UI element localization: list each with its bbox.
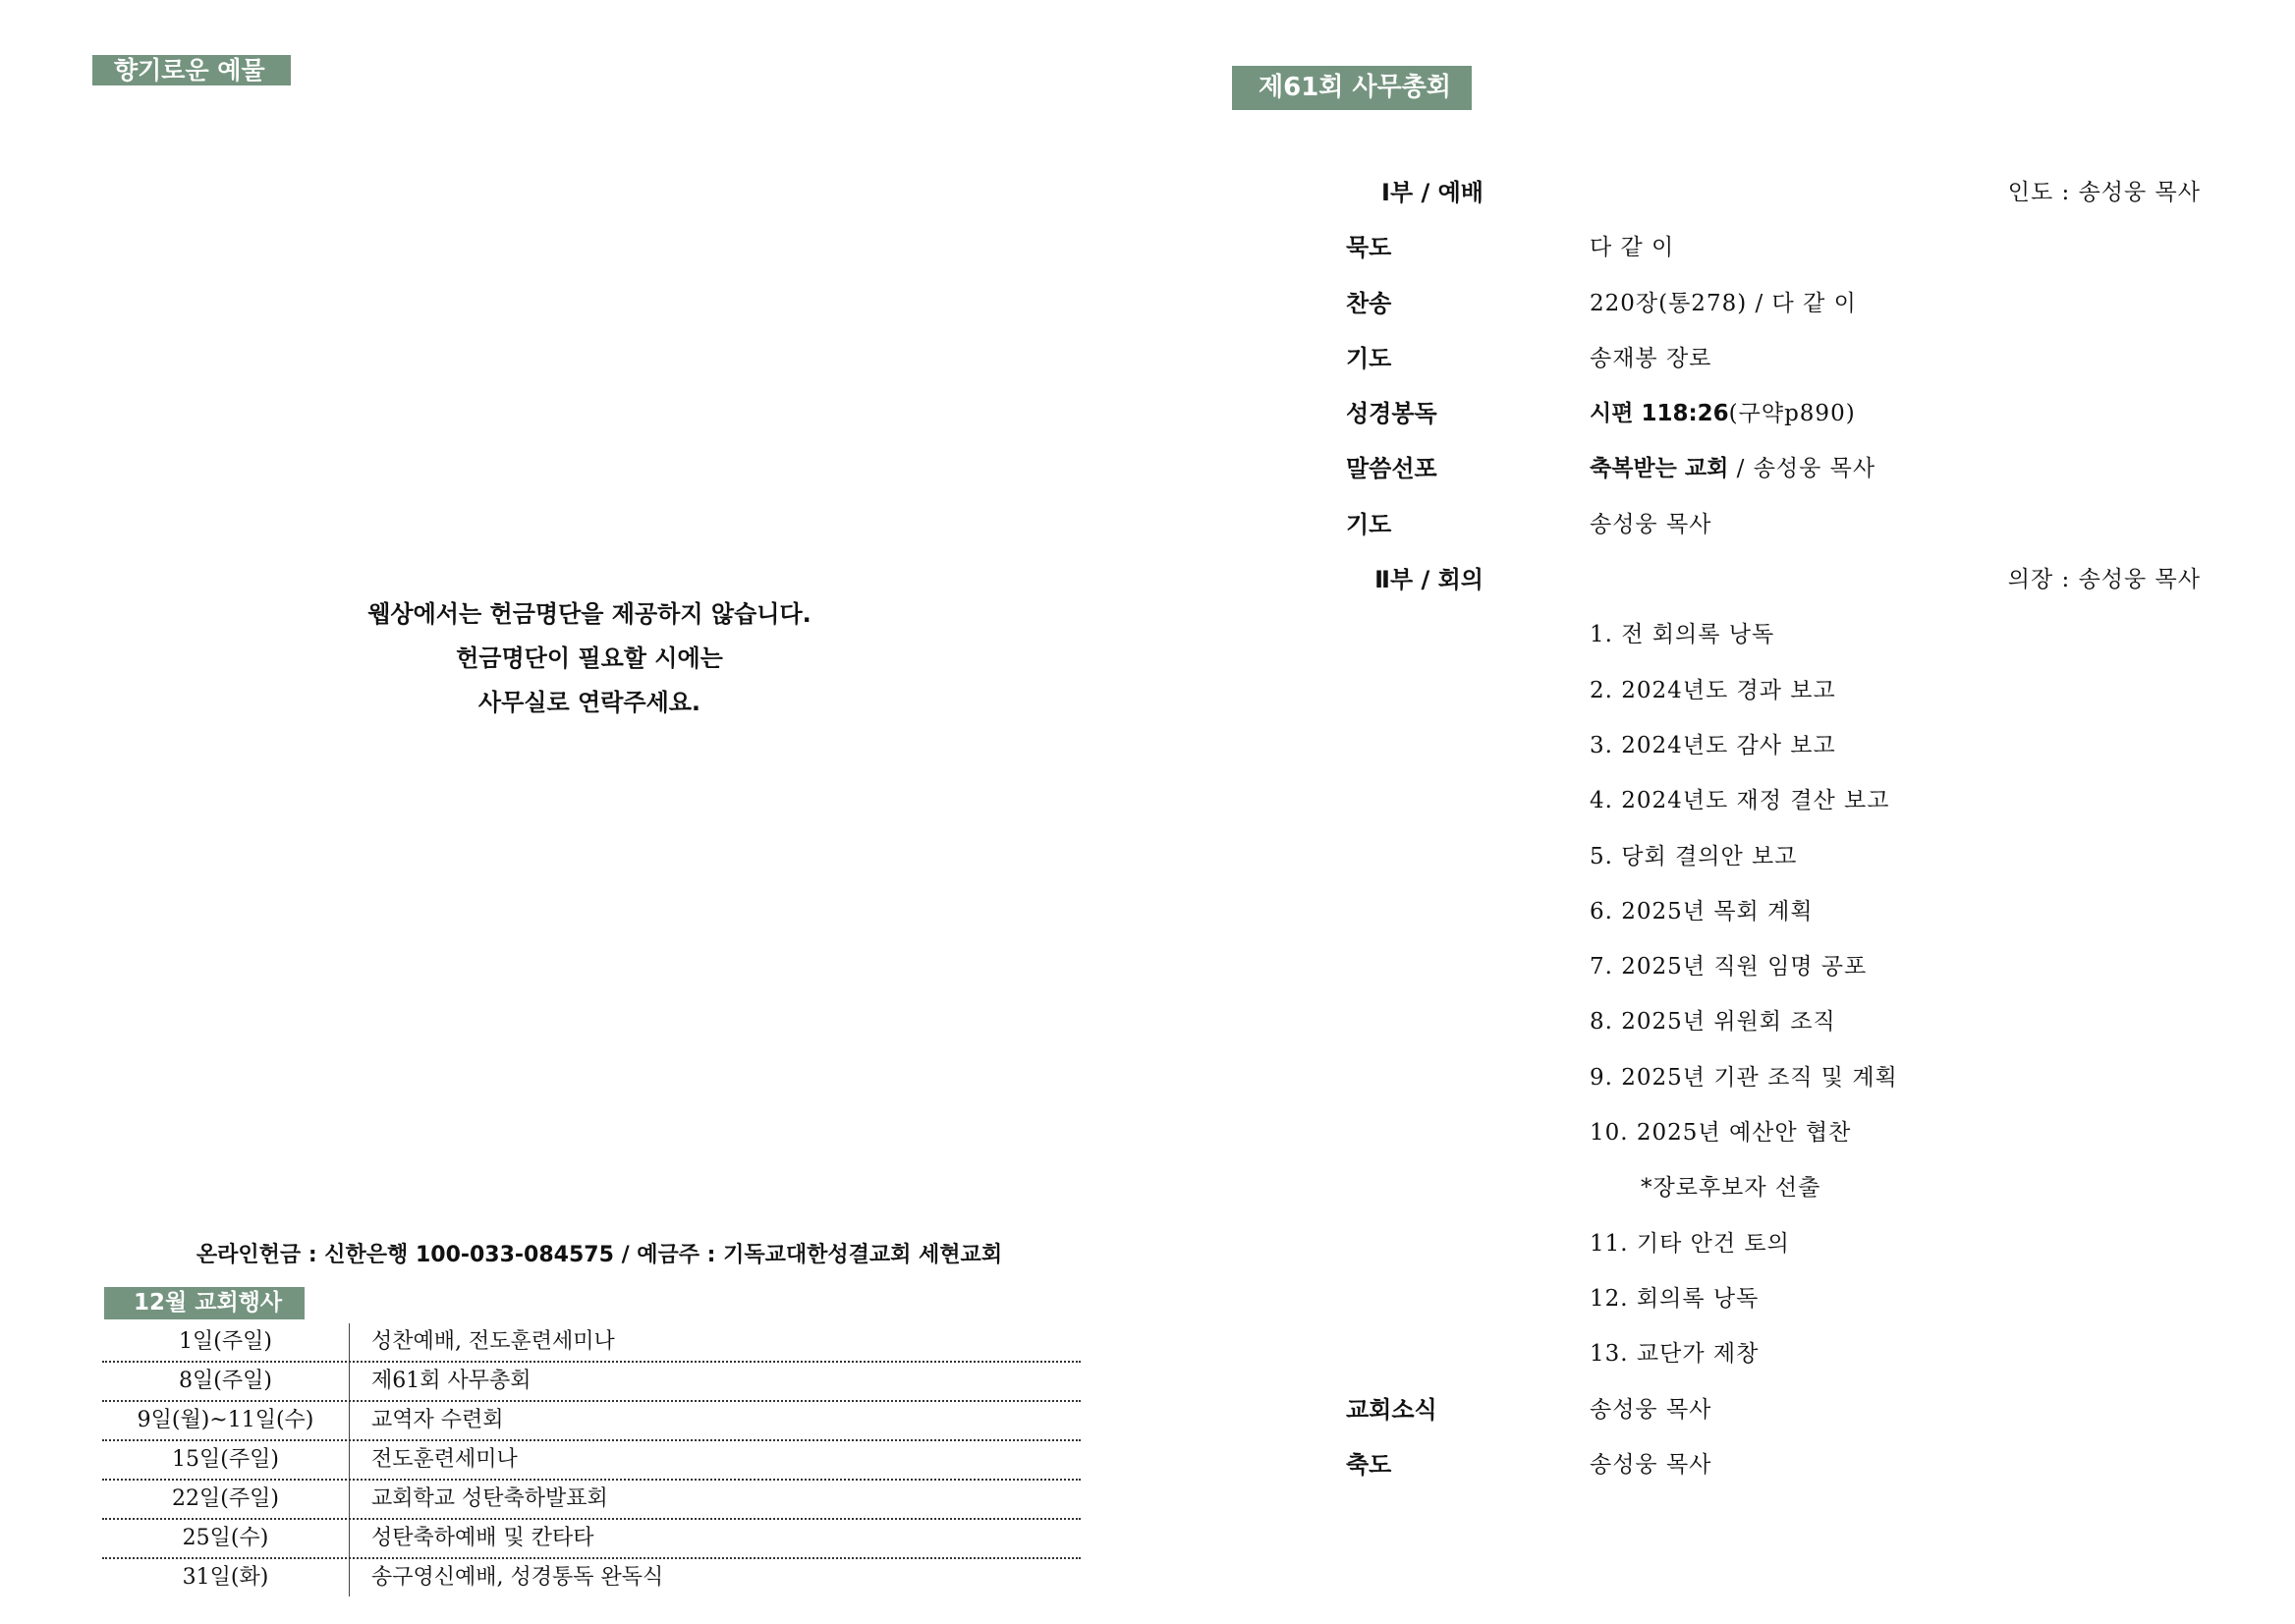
table-row: [102, 1481, 1081, 1520]
worship-item: [1346, 394, 2201, 449]
part1-leader: 인도 : 송성웅 목사: [2007, 180, 2201, 205]
agenda-text: 5. 당회 결의안 보고: [1590, 843, 1798, 869]
worship-item: [1346, 505, 2201, 560]
event-desc: 성찬예배, 전도훈련세미나: [371, 1329, 615, 1354]
agenda-item: [1346, 892, 2201, 947]
agenda-item: [1346, 837, 2201, 892]
agenda-text: *장로후보자 선출: [1641, 1175, 1821, 1202]
notice-line: 웹상에서는 헌금명단을 제공하지 않습니다.: [367, 600, 812, 628]
item-label: 교회소식: [1346, 1395, 1437, 1424]
item-value: [1590, 449, 1875, 488]
agenda-item: [1346, 1113, 2201, 1168]
event-date: 31일(화): [182, 1565, 269, 1590]
assembly-section-title: 제61회 사무총회: [1232, 66, 1472, 110]
agenda-item: [1346, 1058, 2201, 1113]
agenda-text: 10. 2025년 예산안 협찬: [1590, 1120, 1852, 1147]
event-date: 9일(월)~11일(수): [137, 1408, 314, 1432]
item-label: 기도: [1346, 344, 1392, 372]
table-row: [102, 1402, 1081, 1441]
offering-section-title: 향기로운 예물: [92, 55, 291, 85]
item-value: 다 같 이: [1590, 235, 1675, 261]
online-offering-info: 온라인헌금 : 신한은행 100-033-084575 / 예금주 : 기독교대한성결교회 세현교회: [196, 1243, 1003, 1267]
sermon-preacher: / 송성웅 목사: [1728, 456, 1876, 482]
table-row: [102, 1441, 1081, 1481]
agenda-subitem: [1346, 1168, 2201, 1223]
sermon-title: 축복받는 교회: [1590, 456, 1729, 482]
offering-notice: [295, 592, 884, 725]
agenda-text: 9. 2025년 기관 조직 및 계획: [1590, 1064, 1898, 1091]
agenda-item: [1346, 947, 2201, 1002]
table-row: [102, 1520, 1081, 1559]
order-of-service: [1346, 173, 2201, 1500]
worship-item: [1346, 284, 2201, 339]
item-value: 송성웅 목사: [1590, 511, 1712, 537]
event-desc: 송구영신예배, 성경통독 완독식: [371, 1565, 664, 1590]
agenda-text: 4. 2024년도 재정 결산 보고: [1590, 788, 1890, 814]
notice-line: 사무실로 연락주세요.: [477, 689, 701, 716]
event-desc: 전도훈련세미나: [371, 1447, 518, 1472]
closing-item: [1346, 1390, 2201, 1445]
event-desc: 교역자 수련회: [371, 1408, 504, 1432]
item-label: 기도: [1346, 510, 1392, 538]
agenda-item: [1346, 726, 2201, 781]
agenda-text: 2. 2024년도 경과 보고: [1590, 677, 1836, 703]
agenda-text: 13. 교단가 제창: [1590, 1341, 1760, 1368]
scripture-reference: 시편 118:26: [1590, 401, 1729, 427]
closing-item: [1346, 1445, 2201, 1500]
agenda-text: 1. 전 회의록 낭독: [1590, 622, 1775, 648]
notice-line: 헌금명단이 필요할 시에는: [456, 644, 723, 672]
worship-item: [1346, 228, 2201, 283]
event-date: 25일(수): [182, 1526, 269, 1550]
agenda-item: [1346, 671, 2201, 726]
event-date: 8일(주일): [179, 1369, 272, 1393]
worship-item: [1346, 449, 2201, 504]
part2-leader: 의장 : 송성웅 목사: [2007, 567, 2201, 593]
item-value: 220장(통278) / 다 같 이: [1590, 290, 1857, 316]
worship-item: [1346, 339, 2201, 394]
item-value: 송성웅 목사: [1590, 1396, 1712, 1423]
agenda-text: 6. 2025년 목회 계획: [1590, 898, 1814, 924]
table-row: [102, 1363, 1081, 1402]
event-desc: 교회학교 성탄축하발표회: [371, 1486, 608, 1511]
part2-header: [1346, 560, 2201, 615]
agenda-item: [1346, 1224, 2201, 1279]
part2-label: Ⅱ부 / 회의: [1374, 566, 1483, 594]
agenda-text: 7. 2025년 직원 임명 공포: [1590, 954, 1868, 980]
part1-label: Ⅰ부 / 예배: [1381, 179, 1483, 206]
item-label: 찬송: [1346, 289, 1392, 317]
events-section-title: 12월 교회행사: [104, 1287, 305, 1319]
events-table: [102, 1323, 1081, 1596]
part1-header: [1346, 173, 2201, 228]
agenda-text: 12. 회의록 낭독: [1590, 1285, 1760, 1312]
agenda-item: [1346, 1002, 2201, 1057]
event-desc: 성탄축하예배 및 칸타타: [371, 1526, 594, 1550]
item-label: 성경봉독: [1346, 400, 1437, 428]
scripture-page: (구약p890): [1728, 401, 1856, 427]
agenda-item: [1346, 781, 2201, 836]
item-label: 묵도: [1346, 234, 1392, 262]
agenda-text: 11. 기타 안건 토의: [1590, 1230, 1790, 1257]
agenda-item: [1346, 615, 2201, 670]
table-row: [102, 1559, 1081, 1596]
agenda-item: [1346, 1334, 2201, 1389]
event-date: 1일(주일): [179, 1329, 272, 1354]
item-label: 축도: [1346, 1450, 1392, 1479]
item-value: 송성웅 목사: [1590, 1451, 1712, 1478]
item-label: 말씀선포: [1346, 455, 1437, 483]
event-desc: 제61회 사무총회: [371, 1369, 532, 1393]
table-row: [102, 1323, 1081, 1363]
item-value: [1590, 394, 1856, 433]
agenda-text: 8. 2025년 위원회 조직: [1590, 1009, 1836, 1036]
item-value: 송재봉 장로: [1590, 345, 1712, 371]
agenda-item: [1346, 1279, 2201, 1334]
agenda-text: 3. 2024년도 감사 보고: [1590, 732, 1836, 758]
event-date: 22일(주일): [172, 1486, 279, 1511]
event-date: 15일(주일): [172, 1447, 279, 1472]
